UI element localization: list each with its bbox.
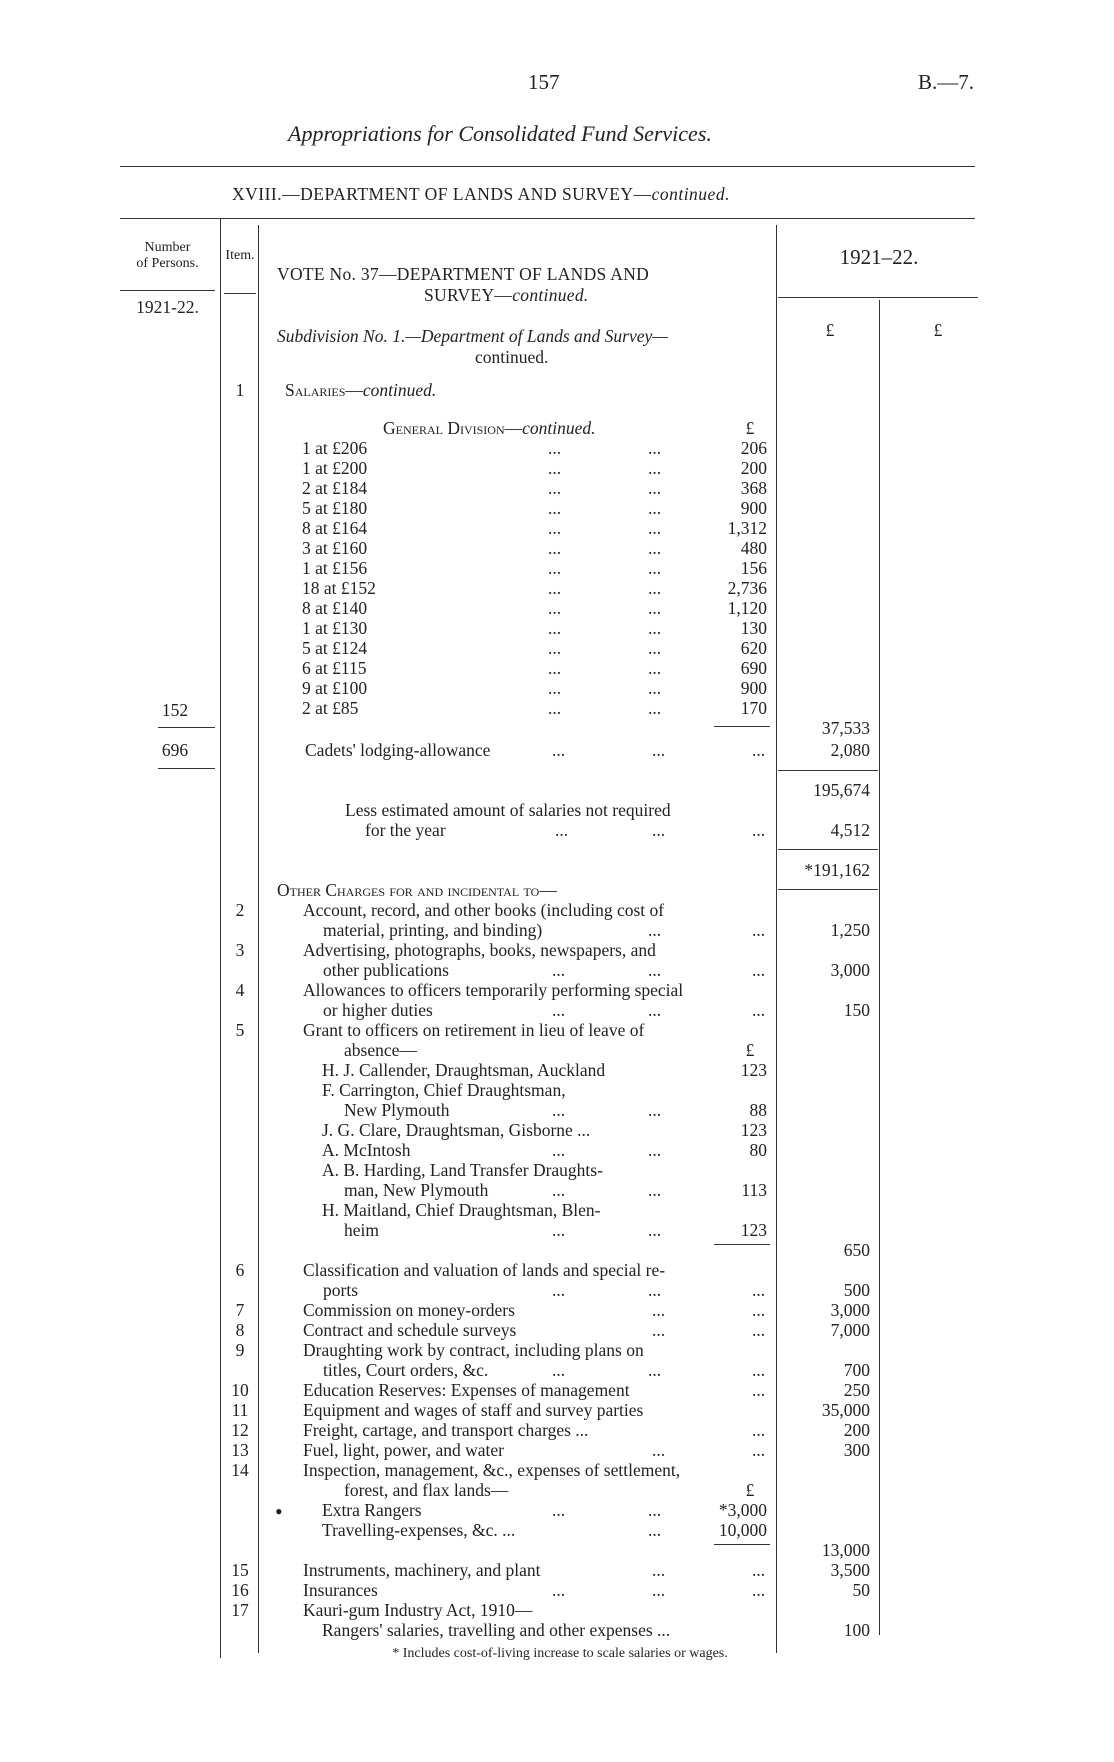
pound-header-2: £ [933,320,943,340]
item-description: Insurances [303,1580,378,1600]
grant-recipient: H. Maitland, Chief Draughtsman, Blen- [322,1200,601,1220]
item-amount: 3,500 [830,1560,870,1580]
general-division-pound: £ [745,418,755,438]
salary-row-leader: ... [648,658,662,678]
salary-row-amount: 2,736 [727,578,767,598]
salary-row-leader: ... [648,518,662,538]
grant-amount: 123 [740,1220,767,1240]
section-rule [120,218,975,219]
grant-recipient: F. Carrington, Chief Draughtsman, [322,1080,566,1100]
salary-row-label: 9 at £100 [302,678,368,698]
item-description-line2: forest, and flax lands— [344,1480,509,1500]
item-number: 5 [235,1020,245,1040]
item-number: 14 [231,1460,249,1480]
salary-row-leader: ... [548,558,562,578]
leader-dots: ... [552,1280,566,1300]
item-number: 4 [235,980,245,1000]
cadets-allowance-label: Cadets' lodging-allowance [305,740,491,760]
salary-row-leader: ... [648,538,662,558]
persons-subtotal: 152 [161,700,189,720]
item-amount: 300 [843,1440,870,1460]
grant-recipient: A. B. Harding, Land Transfer Draughts- [322,1160,603,1180]
leader-dots: ... [752,1280,766,1300]
leader-dots: ... [652,1580,666,1600]
persons-subtotal-rule [158,727,215,728]
item14-sub-amount: 10,000 [718,1520,767,1540]
grant-description-line1: Grant to officers on retirement in lieu of leave of [303,1020,645,1040]
salaries-label: Salaries— [285,380,363,400]
salary-row-amount: 200 [740,458,767,478]
section-title [232,184,730,204]
item-description-line1: Inspection, management, &c., expenses of settlement, [303,1460,681,1480]
persons-year-header: 1921-22. [136,297,199,317]
item-number: 15 [231,1560,249,1580]
item-description-line1: Kauri-gum Industry Act, 1910— [303,1600,533,1620]
item14-sub-amount: *3,000 [718,1500,767,1520]
general-division-heading [383,418,596,438]
salary-row-amount: 900 [740,498,767,518]
salary-row-amount: 1,120 [727,598,767,618]
salary-row-leader: ... [548,438,562,458]
item14-pound: £ [745,1480,755,1500]
item-amount: 3,000 [830,960,870,980]
leader-dots: ... [552,960,566,980]
grant-amount: 80 [749,1140,767,1160]
item-description-line2: other publications [323,960,449,980]
amount-amount-divider [879,300,880,1635]
subdivision-title-line2: continued. [475,347,549,367]
item-number: 17 [231,1600,249,1620]
subdivision-title-line1: Subdivision No. 1.—Department of Lands and Survey— [277,326,668,346]
item-number: 3 [235,940,245,960]
division-subtotal-rule [714,726,770,727]
item-text-divider [258,225,259,1653]
salary-row-leader: ... [648,698,662,718]
item-description: Contract and schedule surveys [303,1320,517,1340]
item-description-line2: material, printing, and binding) [323,920,543,940]
salary-row-label: 2 at £184 [302,478,368,498]
salary-row-leader: ... [548,478,562,498]
salary-row-leader: ... [548,538,562,558]
item-header: Item. [225,248,255,263]
salaries-item-number: 1 [235,380,245,400]
less-leader-1: ... [555,820,569,840]
salary-row-leader: ... [548,458,562,478]
salary-row-leader: ... [548,698,562,718]
leader-dots: ... [648,1140,662,1160]
leader-dots: ... [552,1580,566,1600]
grant-recipient: H. J. Callender, Draughtsman, Auckland [322,1060,606,1080]
item-amount: 3,000 [830,1300,870,1320]
salary-row-amount: 480 [740,538,767,558]
footnote: * Includes cost-of-living increase to scale salaries or wages. [392,1646,728,1661]
item-amount: 7,000 [830,1320,870,1340]
salary-row-leader: ... [548,598,562,618]
leader-dots: ... [752,1580,766,1600]
item-number: 2 [235,900,245,920]
leader-dots: ... [752,1360,766,1380]
leader-dots: ... [648,1500,662,1520]
other-charges-heading: Other Charges for and incidental to— [277,880,557,900]
section-title-main: XVIII.—DEPARTMENT OF LANDS AND SURVEY— [232,184,652,204]
salary-row-label: 6 at £115 [302,658,367,678]
salary-row-amount: 1,312 [727,518,767,538]
salary-row-amount: 900 [740,678,767,698]
less-leader-3: ... [752,820,766,840]
leader-dots: ... [752,1300,766,1320]
item-number: 10 [231,1380,249,1400]
salary-row-label: 3 at £160 [302,538,368,558]
grant-pound: £ [745,1040,755,1060]
less-estimated-line1: Less estimated amount of salaries not required [345,800,671,820]
leader-dots: ... [652,1440,666,1460]
pound-header-1: £ [825,320,835,340]
salaries-heading [285,380,436,400]
leader-dots: ... [648,1180,662,1200]
salary-row-label: 2 at £85 [302,698,359,718]
item-amount: 35,000 [821,1400,870,1420]
less-leader-2: ... [652,820,666,840]
persons-header [120,240,215,272]
item14-sub-label: Extra Rangers [322,1500,422,1520]
cadets-leader-2: ... [652,740,666,760]
item-number: 12 [231,1420,249,1440]
item-amount: 50 [852,1580,870,1600]
item-amount: 13,000 [821,1540,870,1560]
year-header-rule [778,297,978,298]
item-description-line1: Account, record, and other books (including cost of [303,900,665,920]
item-description-line2: ports [323,1280,358,1300]
persons-item-divider [220,218,221,1658]
item-description: Instruments, machinery, and plant [303,1560,541,1580]
salary-row-label: 1 at £206 [302,438,368,458]
vote-title-line2-continued: continued. [512,285,589,305]
leader-dots: ... [648,960,662,980]
grant-recipient-cont: man, New Plymouth [344,1180,489,1200]
leader-dots: ... [752,1560,766,1580]
vote-title-line1: VOTE No. 37—DEPARTMENT OF LANDS AND [277,264,650,284]
salary-row-leader: ... [648,638,662,658]
salary-row-label: 18 at £152 [302,578,376,598]
leader-dots: ... [552,1100,566,1120]
leader-dots: ... [648,1220,662,1240]
grant-recipient: A. McIntosh [322,1140,411,1160]
page-title: Appropriations for Consolidated Fund Services. [288,121,712,146]
item-description: Education Reserves: Expenses of management [303,1380,630,1400]
item-number: 16 [231,1580,249,1600]
salary-row-leader: ... [648,438,662,458]
salaries-label-continued: continued. [362,380,437,400]
division-total: 37,533 [821,718,870,738]
item-number: 7 [235,1300,245,1320]
item-amount: 250 [843,1380,870,1400]
leader-dots: ... [652,1560,666,1580]
item-amount: 650 [843,1240,870,1260]
grant-recipient-cont: New Plymouth [344,1100,450,1120]
cadets-leader-3: ... [752,740,766,760]
salary-row-amount: 620 [740,638,767,658]
item-amount: 1,250 [830,920,870,940]
net-salaries-total: *191,162 [804,860,870,880]
salary-row-leader: ... [548,518,562,538]
cadets-allowance-amount: 2,080 [830,740,870,760]
item-description-line1: Advertising, photographs, books, newspapers, and [303,940,656,960]
salary-row-leader: ... [548,658,562,678]
salary-row-leader: ... [648,598,662,618]
persons-header-line1: Number [144,240,191,255]
leader-dots: ... [752,1420,766,1440]
leader-dots: ... [648,1100,662,1120]
item-number: 9 [235,1340,245,1360]
salary-row-leader: ... [648,498,662,518]
salary-row-label: 5 at £124 [302,638,368,658]
salary-row-leader: ... [648,578,662,598]
item-description-line2: Rangers' salaries, travelling and other expenses ... [322,1620,671,1640]
salary-row-amount: 156 [740,558,767,578]
leader-dots: ... [752,920,766,940]
item-number: 13 [231,1440,249,1460]
item-number: 11 [231,1400,249,1420]
leader-dots: ... [652,1300,666,1320]
net-total-under-rule [778,889,878,890]
salary-row-label: 1 at £156 [302,558,368,578]
general-division-continued: continued. [522,418,596,438]
persons-header-line2: of Persons. [136,256,199,271]
net-total-rule [778,849,878,850]
document-reference: B.—7. [918,70,975,94]
grant-description-line2: absence— [344,1040,417,1060]
grant-recipient-cont: heim [344,1220,379,1240]
salary-row-amount: 368 [740,478,767,498]
salary-row-leader: ... [548,638,562,658]
leader-dots: ... [648,1280,662,1300]
leader-dots: ... [648,1360,662,1380]
salary-row-leader: ... [548,498,562,518]
item-description-line2: or higher duties [323,1000,433,1020]
salary-row-leader: ... [648,618,662,638]
general-division-label: General Division— [383,418,523,438]
leader-dots: ... [552,1220,566,1240]
cadets-leader-1: ... [552,740,566,760]
leader-dots: ... [752,1320,766,1340]
text-amount-divider [776,225,777,1653]
less-estimated-line2: for the year [365,820,446,840]
leader-dots: ... [648,1520,662,1540]
salary-row-leader: ... [648,678,662,698]
item-description-line1: Draughting work by contract, including plans on [303,1340,644,1360]
vote-title-line2 [424,285,589,305]
salary-row-leader: ... [648,478,662,498]
item-number: 8 [235,1320,245,1340]
gross-total-rule [778,770,878,771]
salary-row-label: 1 at £200 [302,458,368,478]
grant-amount: 88 [749,1100,767,1120]
leader-dots: ... [552,1180,566,1200]
item-amount: 100 [843,1620,870,1640]
margin-dot: • [275,1499,283,1524]
grant-recipient: J. G. Clare, Draughtsman, Gisborne ... [322,1120,591,1140]
header-rule [120,166,975,167]
leader-dots: ... [752,1380,766,1400]
persons-total-rule [158,768,215,769]
salary-row-amount: 206 [740,438,767,458]
item14-sub-label: Travelling-expenses, &c. ... [322,1520,516,1540]
salary-row-label: 8 at £140 [302,598,368,618]
grant-amount: 123 [740,1120,767,1140]
grant-subtotal-rule [714,1244,770,1245]
leader-dots: ... [552,1500,566,1520]
page-number: 157 [528,70,560,94]
leader-dots: ... [648,920,662,940]
item-amount: 200 [843,1420,870,1440]
grant-amount: 123 [740,1060,767,1080]
item-amount: 700 [843,1360,870,1380]
salary-row-leader: ... [548,578,562,598]
salary-row-amount: 170 [740,698,767,718]
item-amount: 500 [843,1280,870,1300]
vote-title-line2-main: SURVEY— [424,285,513,305]
year-header: 1921–22. [839,245,919,269]
item-description: Equipment and wages of staff and survey parties [303,1400,644,1420]
item-description-line2: titles, Court orders, &c. [323,1360,489,1380]
salary-row-amount: 690 [740,658,767,678]
salary-row-leader: ... [548,618,562,638]
item-description-line1: Classification and valuation of lands and special re- [303,1260,666,1280]
salary-row-label: 5 at £180 [302,498,368,518]
item14-subtotal-rule [714,1544,770,1545]
item-description: Commission on money-orders [303,1300,515,1320]
salary-row-leader: ... [648,558,662,578]
persons-header-rule [120,290,215,291]
item-description: Freight, cartage, and transport charges ... [303,1420,589,1440]
item-description: Fuel, light, power, and water [303,1440,504,1460]
leader-dots: ... [552,1360,566,1380]
less-estimated-amount: 4,512 [830,820,870,840]
leader-dots: ... [652,1320,666,1340]
item-amount: 150 [843,1000,870,1020]
leader-dots: ... [752,1000,766,1020]
leader-dots: ... [648,1000,662,1020]
grant-amount: 113 [741,1180,767,1200]
leader-dots: ... [752,960,766,980]
persons-total: 696 [161,740,189,760]
section-title-continued: continued. [651,184,730,204]
salary-row-leader: ... [548,678,562,698]
leader-dots: ... [752,1440,766,1460]
salary-row-leader: ... [648,458,662,478]
leader-dots: ... [552,1000,566,1020]
item-number: 6 [235,1260,245,1280]
item-header-rule [224,293,256,294]
gross-salaries-total: 195,674 [813,780,870,800]
salary-row-label: 8 at £164 [302,518,368,538]
salary-row-amount: 130 [740,618,767,638]
item-description-line1: Allowances to officers temporarily performing special [303,980,684,1000]
leader-dots: ... [552,1140,566,1160]
salary-row-label: 1 at £130 [302,618,368,638]
